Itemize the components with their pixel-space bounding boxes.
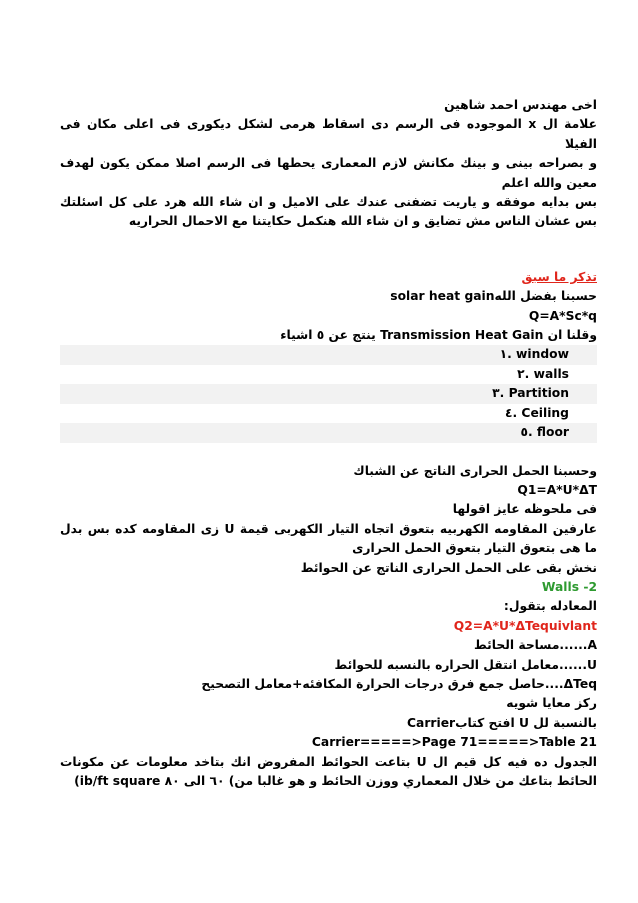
solar-heat-gain-line: حسبنا بفضل اللهsolar heat gain	[390, 289, 597, 304]
note-heading: فى ملحوظه عايز اقولها	[452, 502, 597, 517]
spacer	[60, 232, 597, 268]
intro-paragraph-1: علامة ال x الموجوده فى الرسم دى اسقاط هرمى لشكل ديكورى فى اعلى مكان فى الفيلا	[60, 117, 597, 151]
document-body	[60, 96, 597, 791]
note-body: عارفين المقاومه الكهربيه بتعوق اتجاه التيار الكهربى قيمة U زى المقاومه كده بس بدل ما هى بتعوق التيار بتعوق الحمل الحرارى	[60, 521, 598, 556]
list-item-window: window .١	[60, 345, 597, 364]
equation-says: المعادله بتقول:	[503, 599, 597, 614]
list-item-partition: Partition .٣	[60, 384, 597, 403]
greeting: اخى مهندس احمد شاهين	[444, 98, 597, 112]
focus-line: ركز معايا شويه	[506, 696, 597, 711]
q-formula: Q=A*Sc*q	[528, 308, 597, 323]
u-carrier-line: بالنسبة لل U افتح كتابCarrier	[407, 715, 597, 730]
walls-transition-line: نخش بقى على الحمل الحرارى الناتج عن الحوائط	[300, 560, 597, 575]
intro-paragraph-2: و بصراحه بينى و بينك مكانش لازم المعمارى يحطها فى الرسم اصلا ممكن يكون لهدف معين والله اعلم	[60, 156, 597, 190]
page-reference: Carrier=====>Page 71=====>Table 21	[311, 735, 597, 750]
intro-paragraph-3: بس بدايه موفقه و ياريت تضفنى عندك على الاميل و ان شاء الله هرد على كل اسئلتك بس عشان الناس مش تضايق و ان شاء الله هنكمل حكايتنا مع الاحمال الحراريه	[60, 195, 597, 229]
table-description: الجدول ده فيه كل قيم ال U بتاعت الحوائط المفروض انك بتاخد معلومات عن مكونات الحائط بتاعك من خلال المعماري ووزن الحائط و هو غالبا من) ٦٠ الى ٨٠ ib/ft square)	[60, 754, 597, 788]
list-item-floor: floor .٥	[60, 423, 597, 442]
q2-formula: Q2=A*U*ΔTequivlant	[453, 618, 597, 633]
list-item-walls: walls .٢	[517, 366, 569, 381]
window-load-line: وحسبنا الحمل الحرارى الناتج عن الشباك	[353, 463, 597, 478]
transmission-line: وقلنا ان Transmission Heat Gain ينتج عن ٥ اشياء	[280, 328, 597, 343]
q1-formula: Q1=A*U*ΔT	[517, 482, 597, 497]
spacer	[60, 443, 597, 462]
walls-heading: 2- Walls	[541, 579, 597, 594]
recap-heading: تذكر ما سبق	[521, 269, 597, 284]
a-definition: A......مساحة الحائط	[473, 638, 597, 653]
dteq-definition: ΔTeq....حاصل جمع فرق درجات الحرارة المكافئه+معامل التصحيح	[201, 676, 597, 691]
list-item-ceiling: Ceiling .٤	[504, 405, 569, 420]
u-definition: U......معامل انتقل الحراره بالنسبه للحوائط	[334, 657, 597, 672]
